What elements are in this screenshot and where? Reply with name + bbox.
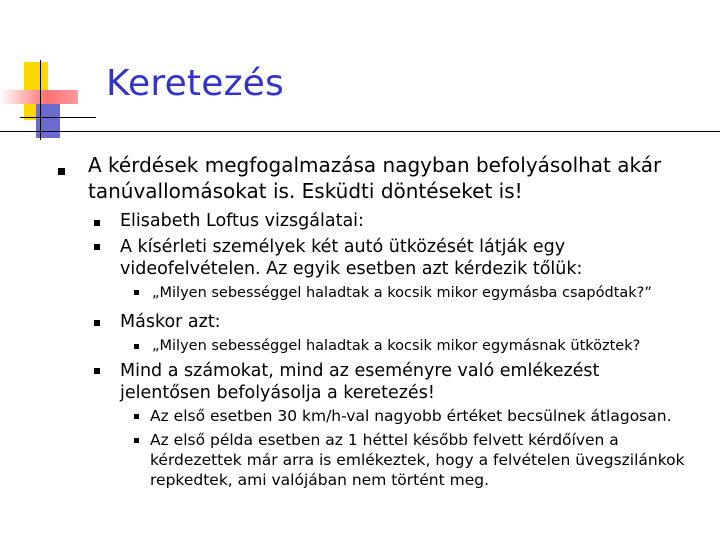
bullet-sub4: Mind a számokat, mind az eseményre való emlékezést jelentősen befolyásolja a keretezés! [120, 361, 600, 403]
bullet-sub4a: Az első esetben 30 km/h-val nagyobb értéket becsülnek átlagosan. [150, 407, 672, 425]
bullet-sub3: Máskor azt: [120, 312, 221, 332]
bullet-marker [94, 220, 100, 226]
deco-horizontal-line [20, 117, 96, 118]
deco-vertical-line [40, 60, 41, 140]
bullet-sub1: Elisabeth Loftus vizsgálatai: [120, 211, 364, 231]
bullet-marker [94, 244, 100, 250]
bullet-sub4b: Az első példa esetben az 1 héttel később felvett kérdőíven a kérdezettek már arra is emlékeztek, hogy a felvételen üvegszilánkok repkedtek, ami valójában nem történt meg. [150, 431, 685, 489]
title-divider [0, 131, 720, 132]
bullet-marker [134, 438, 139, 443]
corner-decoration [0, 0, 110, 140]
bullet-marker [134, 344, 139, 349]
bullet-sub2: A kísérleti személyek két autó ütközését látják egy videofelvételen. Az egyik esetben azt kérdezik tőlük: [120, 237, 583, 279]
bullet-marker [134, 290, 139, 295]
slide-title: Keretezés [106, 63, 284, 104]
bullet-marker [58, 168, 65, 175]
bullet-marker [94, 368, 100, 374]
bullet-marker [94, 320, 100, 326]
deco-red-bar [0, 90, 78, 104]
bullet-sub2a: „Milyen sebességgel haladtak a kocsik mikor egymásba csapódtak?” [152, 285, 652, 301]
bullet-main: A kérdések megfogalmazása nagyban befolyásolhat akár tanúvallomásokat is. Esküdti döntéseket is! [88, 153, 662, 203]
bullet-sub3a: „Milyen sebességgel haladtak a kocsik mikor egymásnak ütköztek? [152, 338, 641, 354]
bullet-marker [134, 414, 139, 419]
